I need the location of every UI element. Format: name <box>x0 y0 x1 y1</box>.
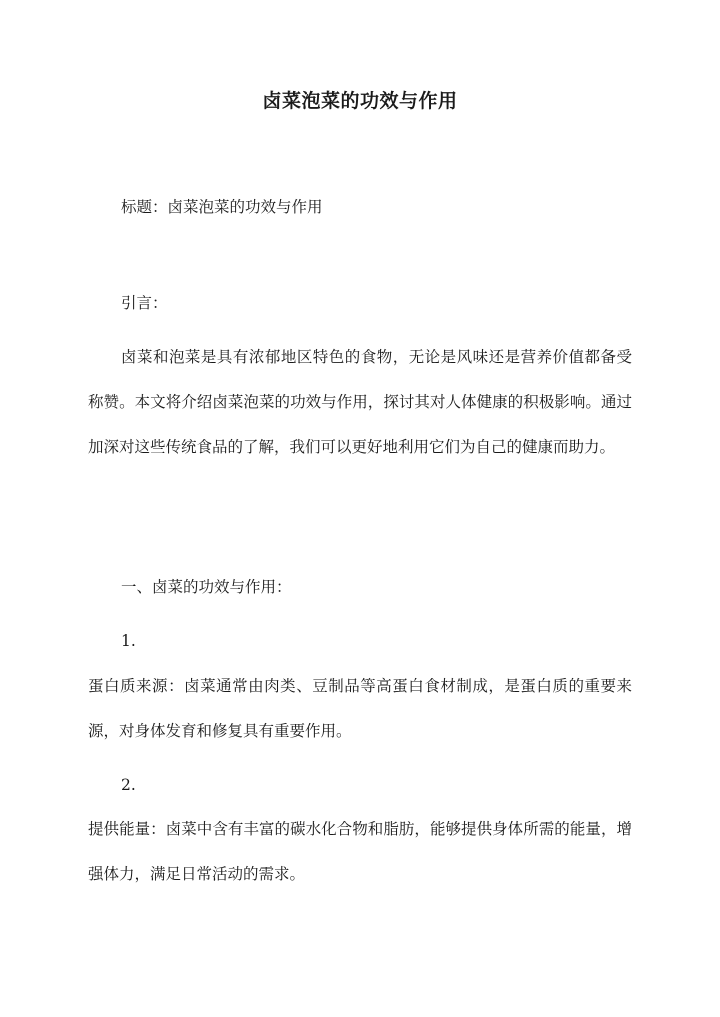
list-item-text: 提供能量：卤菜中含有丰富的碳水化合物和脂肪，能够提供身体所需的能量，增强体力，满足日常活动的需求。 <box>88 820 632 883</box>
document-title: 卤菜泡菜的功效与作用 <box>262 90 458 112</box>
intro-heading: 引言： <box>121 294 168 312</box>
section-heading: 一、卤菜的功效与作用： <box>121 578 292 596</box>
list-item-number: 1. <box>121 632 136 650</box>
list-item-number: 2. <box>121 776 136 794</box>
list-item-text: 蛋白质来源：卤菜通常由肉类、豆制品等高蛋白食材制成，是蛋白质的重要来源，对身体发育和修复具有重要作用。 <box>88 677 632 740</box>
intro-paragraph: 卤菜和泡菜是具有浓郁地区特色的食物，无论是风味还是营养价值都备受称赞。本文将介绍卤菜泡菜的功效与作用，探讨其对人体健康的积极影响。通过加深对这些传统食品的了解，我们可以更好地利用它们为自己的健康而助力。 <box>88 348 632 456</box>
subject-line: 标题：卤菜泡菜的功效与作用 <box>121 198 323 216</box>
